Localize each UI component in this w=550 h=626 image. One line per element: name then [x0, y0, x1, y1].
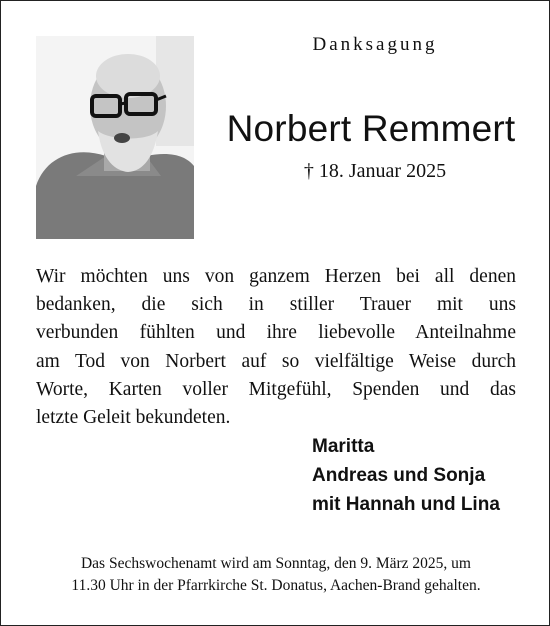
death-date: † 18. Januar 2025	[303, 160, 447, 182]
signature-line: mit Hannah und Lina	[312, 494, 500, 515]
message-line: am Tod von Norbert auf so vielfältige Weise durch	[36, 350, 516, 372]
message-paragraph	[36, 263, 516, 432]
heading-title: Danksagung	[312, 34, 438, 55]
message-line: Wir möchten uns von ganzem Herzen bei all denen	[36, 266, 516, 287]
signature-line: Andreas und Sonja	[312, 465, 486, 486]
portrait-photo	[36, 36, 194, 239]
footer-line: 11.30 Uhr in der Pfarrkirche St. Donatus, Aachen-Brand gehalten.	[71, 577, 481, 594]
deceased-name: Norbert Remmert	[226, 108, 516, 149]
message-line: Worte, Karten voller Mitgefühl, Spenden und das	[36, 378, 516, 400]
message-line: verbunden fühlten und ihre liebevolle Anteilnahme	[36, 322, 516, 344]
signature-line: Maritta	[312, 436, 375, 457]
message-line: letzte Geleit bekundeten.	[36, 407, 231, 429]
message-line: bedanken, die sich in stiller Trauer mit uns	[36, 294, 516, 316]
footer-line: Das Sechswochenamt wird am Sonntag, den 9. März 2025, um	[80, 555, 471, 572]
signatures	[312, 432, 532, 519]
service-announcement	[30, 553, 522, 597]
